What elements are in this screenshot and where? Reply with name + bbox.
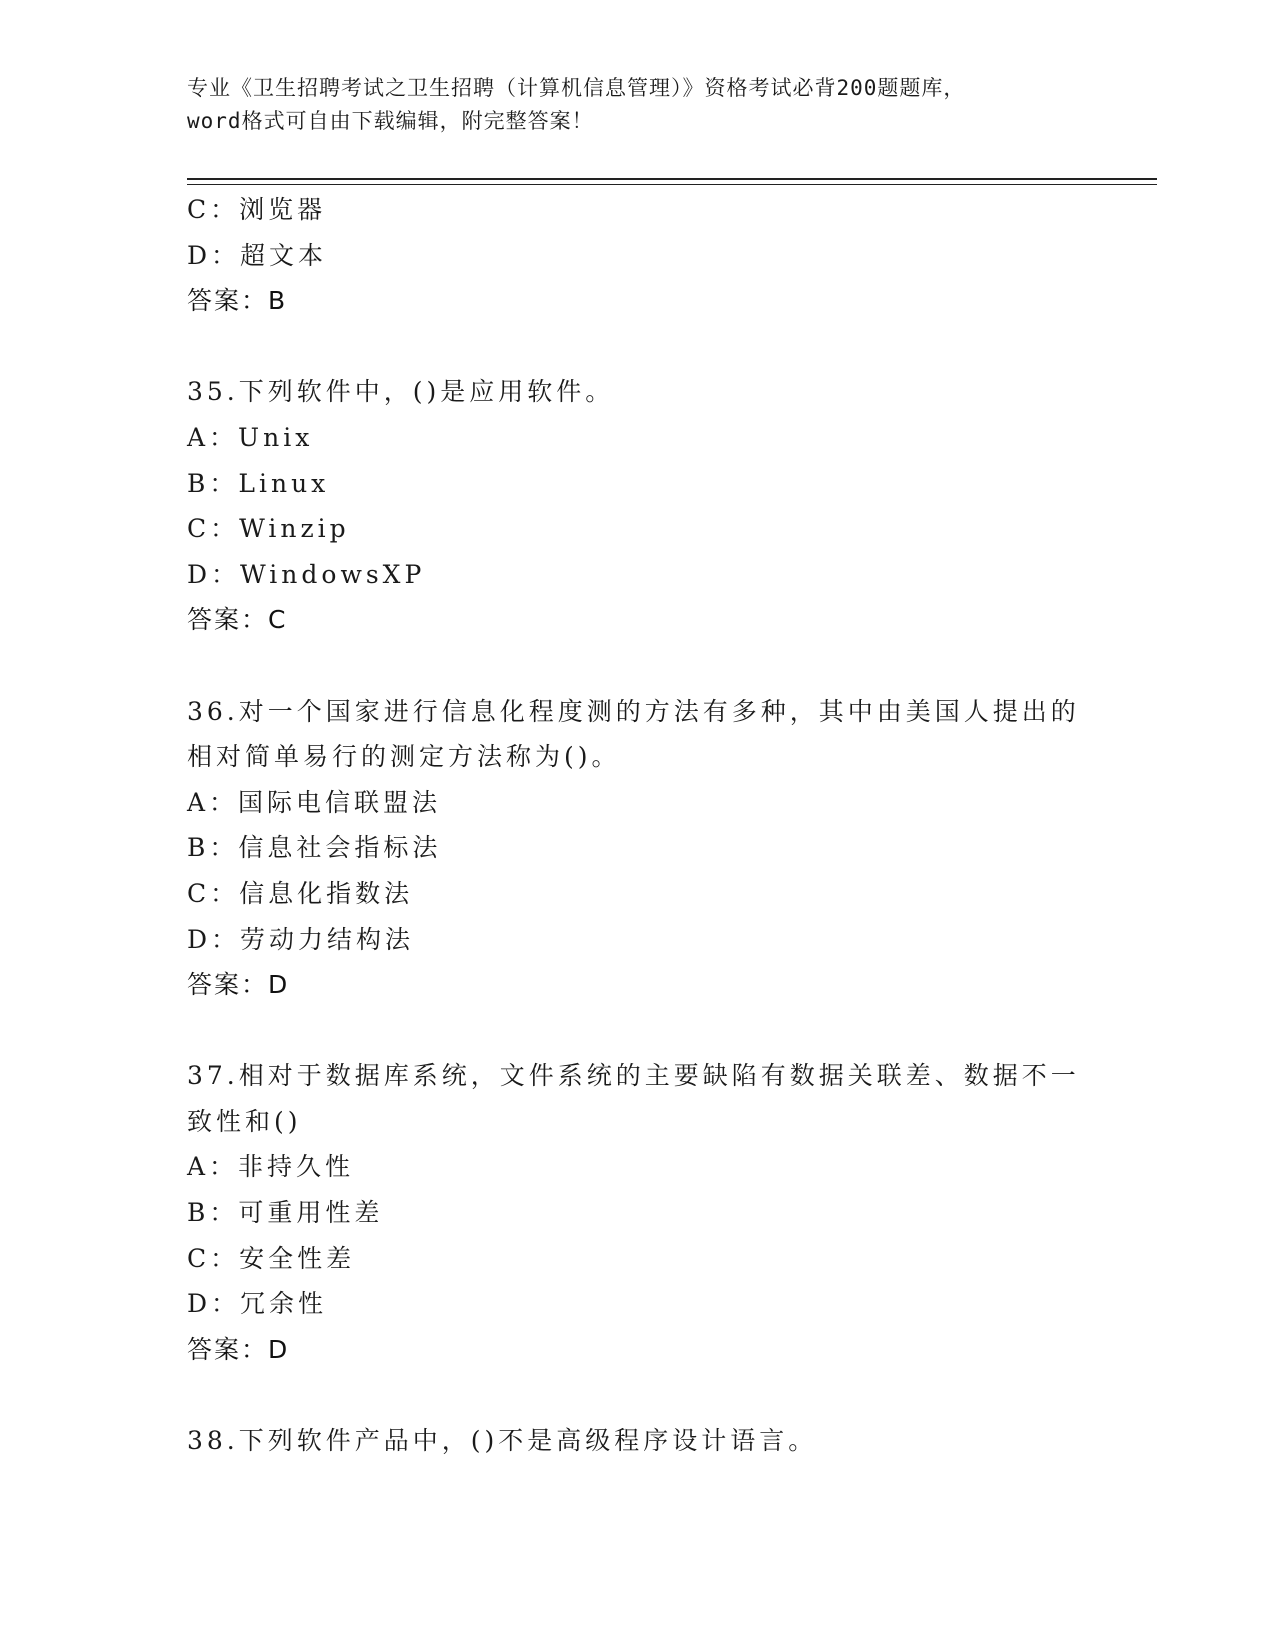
option-b: B：信息社会指标法 — [187, 833, 442, 863]
question-34-tail — [187, 187, 1087, 324]
option-b: B：可重用性差 — [187, 1198, 384, 1228]
option-d: D：超文本 — [187, 240, 328, 270]
option-c: C：Winzip — [187, 514, 350, 544]
question-stem-line-2: 相对简单易行的测定方法称为()。 — [187, 742, 621, 772]
answer-line: 答案：D — [187, 970, 290, 1000]
option-c: C：信息化指数法 — [187, 878, 414, 908]
option-a: A：国际电信联盟法 — [187, 787, 442, 817]
option-a: A：Unix — [187, 422, 314, 452]
document-header — [187, 72, 1087, 138]
answer-line: 答案：B — [187, 286, 288, 316]
header-divider-thick — [187, 178, 1157, 180]
header-title-line-1: 专业《卫生招聘考试之卫生招聘（计算机信息管理）》资格考试必背200题题库， — [187, 76, 966, 100]
question-stem-line-2: 致性和() — [187, 1106, 302, 1136]
option-c: C：安全性差 — [187, 1243, 356, 1273]
header-divider-thin — [187, 184, 1157, 185]
question-list — [187, 187, 1087, 1464]
question-stem: 38.下列软件产品中，()不是高级程序设计语言。 — [187, 1426, 818, 1456]
question-stem-line-1: 36.对一个国家进行信息化程度测的方法有多种，其中由美国人提出的 — [187, 696, 1080, 726]
question-stem-line-1: 37.相对于数据库系统，文件系统的主要缺陷有数据关联差、数据不一 — [187, 1061, 1080, 1091]
header-title-line-2: word格式可自由下载编辑，附完整答案！ — [187, 109, 594, 133]
question-36 — [187, 689, 1087, 1008]
option-d: D：WindowsXP — [187, 559, 426, 589]
question-stem: 35.下列软件中，()是应用软件。 — [187, 377, 615, 407]
spacer — [187, 324, 1087, 370]
question-37 — [187, 1053, 1087, 1372]
option-c: C：浏览器 — [187, 195, 327, 224]
spacer — [187, 643, 1087, 689]
option-b: B：Linux — [187, 468, 330, 498]
spacer — [187, 1372, 1087, 1418]
option-d: D：冗余性 — [187, 1289, 328, 1319]
option-d: D：劳动力结构法 — [187, 924, 415, 954]
question-35 — [187, 369, 1087, 643]
answer-line: 答案：C — [187, 605, 288, 635]
spacer — [187, 1008, 1087, 1054]
option-a: A：非持久性 — [187, 1152, 355, 1182]
question-38 — [187, 1418, 1087, 1464]
answer-line: 答案：D — [187, 1334, 290, 1364]
